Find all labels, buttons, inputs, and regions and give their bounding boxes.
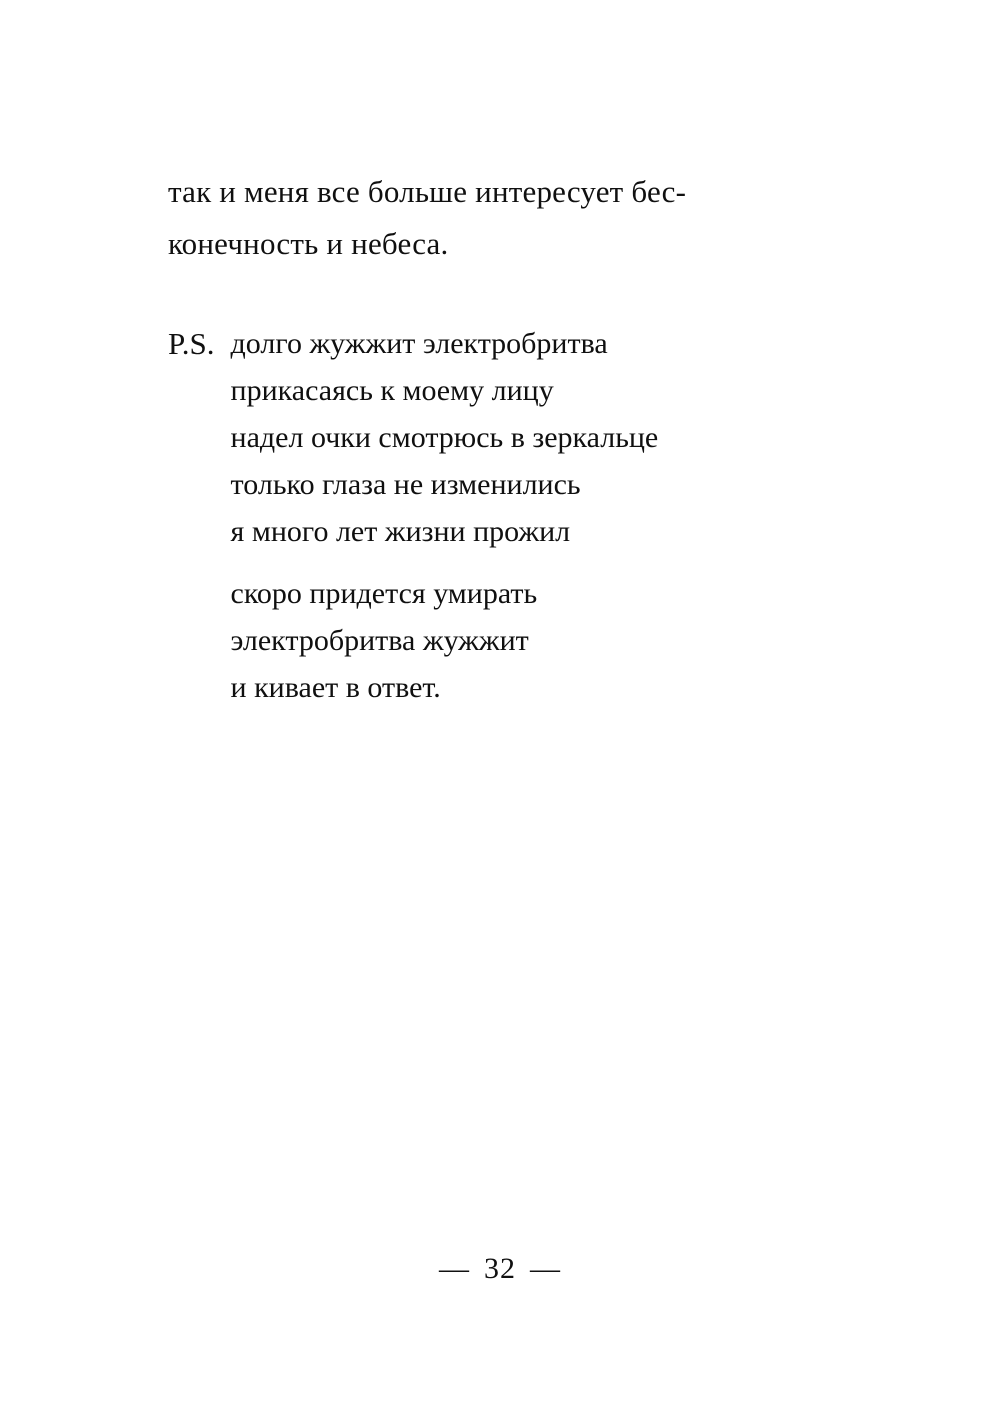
folio-dash-left: — (439, 1252, 470, 1285)
poem-line: долго жужжит электробритва (230, 327, 608, 360)
body-paragraph (168, 166, 868, 270)
postscript-poem (231, 320, 888, 711)
poem-line: скоро придется умирать (230, 577, 538, 610)
poem-line: и кивает в ответ. (230, 671, 441, 704)
poem-line: только глаза не изменились (230, 468, 581, 501)
poem-line: я много лет жизни прожил (230, 515, 571, 548)
postscript-block (168, 320, 888, 711)
page-number: 32 (484, 1252, 516, 1285)
page-footer (0, 1252, 1000, 1286)
poem-line: прикасаясь к моему лицу (230, 374, 554, 407)
paragraph-text (168, 166, 868, 270)
paragraph-line: конечность и небеса. (168, 226, 449, 261)
poem-line: электробритва жужжит (230, 624, 529, 657)
paragraph-line: так и меня все больше интересует бес- (168, 174, 687, 209)
postscript-label: P.S. (168, 326, 215, 361)
folio-dash-right: — (530, 1252, 561, 1285)
poem-line: надел очки смотрюсь в зеркальце (230, 421, 659, 454)
